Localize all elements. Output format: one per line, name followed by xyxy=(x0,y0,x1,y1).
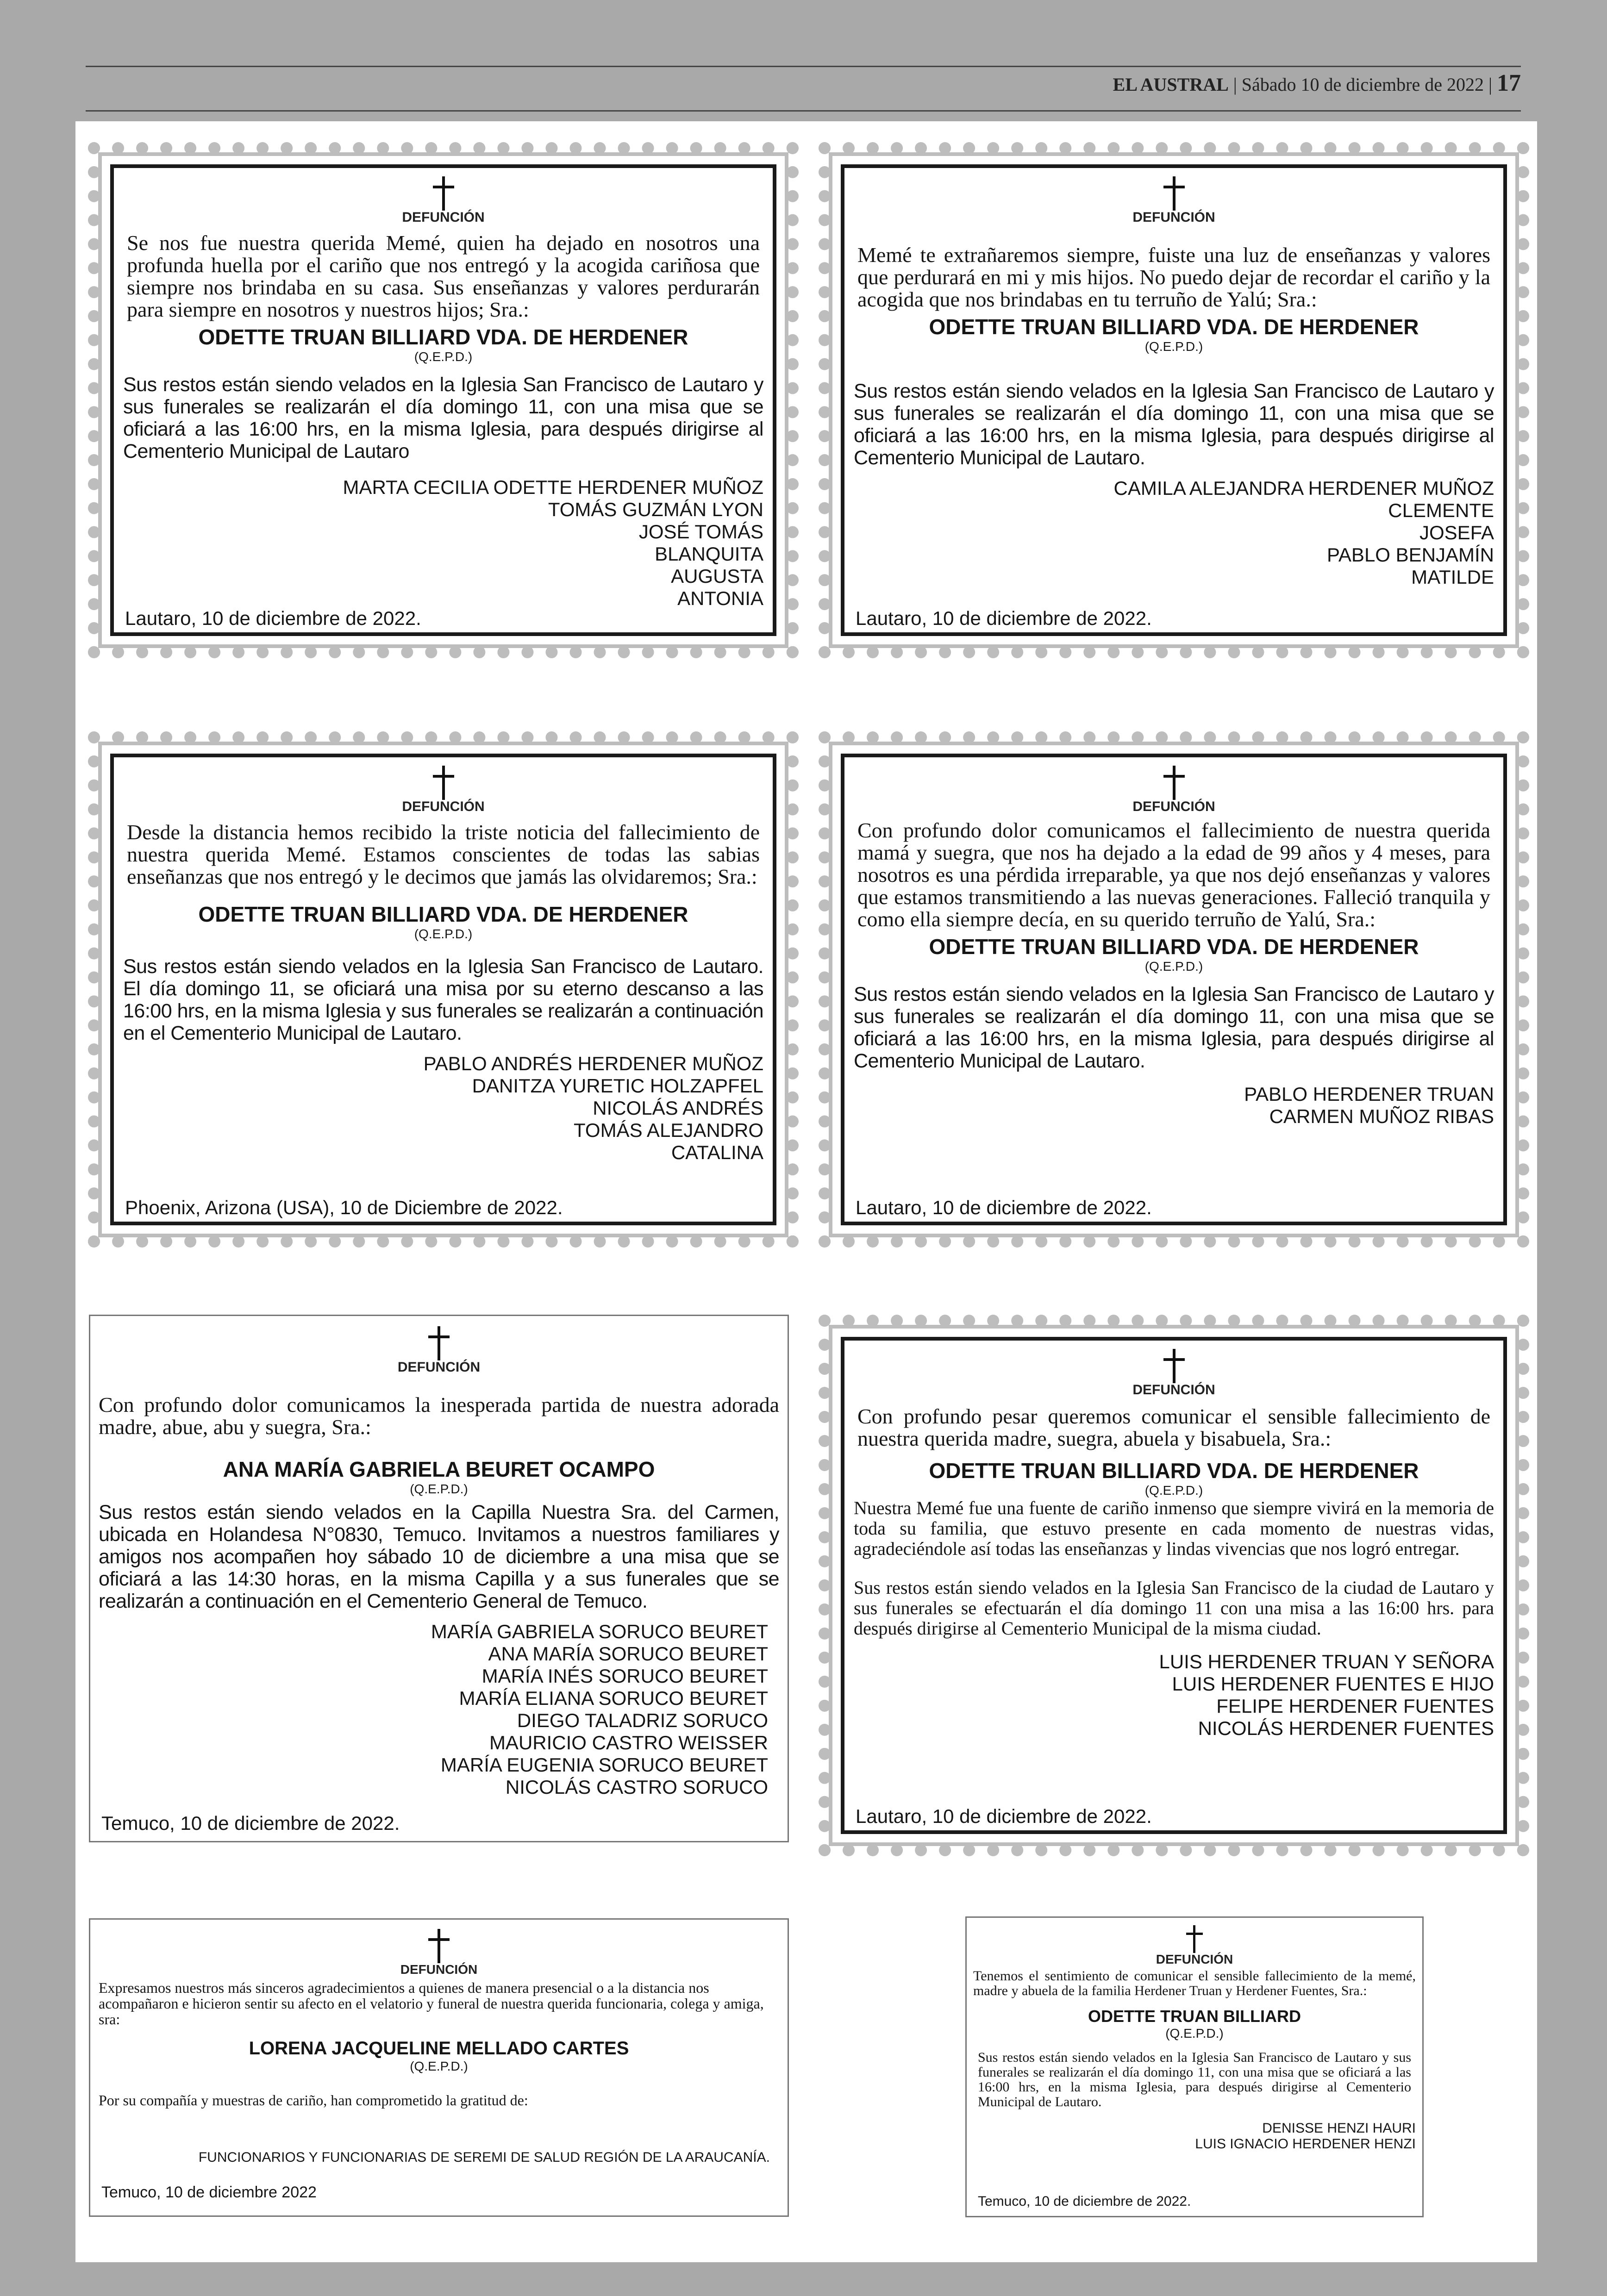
notice-body: Sus restos están siendo velados en la Iglesia San Francisco de Lautaro y sus funerales se realizarán el día domingo 11, con una misa que se oficiará a las 16:00 hrs, en la misma Iglesia, para después dirigirse al Cementerio Municipal de Lautaro. xyxy=(854,983,1494,1072)
cross-icon xyxy=(432,766,455,800)
signers-list xyxy=(854,1651,1494,1740)
cross-icon xyxy=(432,176,455,211)
header-rule-bottom xyxy=(86,110,1521,112)
page-header: EL AUSTRAL | Sábado 10 de diciembre de 2022 | 17 xyxy=(1113,70,1521,96)
signer: LUIS IGNACIO HERDENER HENZI xyxy=(1195,2136,1416,2152)
cross-icon xyxy=(427,1929,450,1963)
signer: PABLO ANDRÉS HERDENER MUÑOZ xyxy=(423,1053,763,1074)
signer: NICOLÁS HERDENER FUENTES xyxy=(1198,1717,1494,1739)
notice-body: Por su compañía y muestras de cariño, han comprometido la gratitud de: xyxy=(99,2092,528,2109)
signers-list xyxy=(854,1083,1494,1128)
deceased-name: ODETTE TRUAN BILLIARD VDA. DE HERDENER xyxy=(929,935,1419,959)
notice-label: DEFUNCIÓN xyxy=(1132,1382,1215,1398)
signer: PABLO BENJAMÍN xyxy=(1327,544,1494,566)
signer: CAMILA ALEJANDRA HERDENER MUÑOZ xyxy=(1113,477,1494,499)
qepd-mark: (Q.E.P.D.) xyxy=(1144,1483,1203,1497)
cross-icon xyxy=(1185,1925,1204,1953)
signer: DANITZA YURETIC HOLZAPFEL xyxy=(472,1075,763,1097)
signer: AUGUSTA xyxy=(671,565,763,587)
signers-list xyxy=(99,1621,768,1798)
notice-intro: Desde la distancia hemos recibido la triste noticia del fallecimiento de nuestra querida Memé. Estamos conscientes de todas las sabias enseñanzas que nos entregó y le decimos que jamás las olvidaremos; Sra.: xyxy=(127,820,760,888)
signer: DENISSE HENZI HAURI xyxy=(1262,2121,1416,2136)
deceased-name: ODETTE TRUAN BILLIARD VDA. DE HERDENER xyxy=(929,315,1419,339)
signer: CARMEN MUÑOZ RIBAS xyxy=(1269,1105,1494,1127)
deceased-name: ODETTE TRUAN BILLIARD xyxy=(1088,2007,1301,2026)
place-date: Phoenix, Arizona (USA), 10 de Diciembre de 2022. xyxy=(125,1197,563,1218)
notice-body: Sus restos están siendo velados en la Capilla Nuestra Sra. del Carmen, ubicada en Holandesa N°0830, Temuco. Invitamos a nuestros familiares y amigos nos acompañen hoy sábado 10 de diciembre a una misa que se oficiará a las 14:30 horas, en la misma Capilla y a sus funerales que se realizarán a continuación en el Cementerio General de Temuco. xyxy=(99,1501,779,1612)
thanks-notice xyxy=(89,1918,789,2217)
signer: FUNCIONARIOS Y FUNCIONARIAS DE SEREMI DE SALUD REGIÓN DE LA ARAUCANÍA. xyxy=(198,2150,770,2165)
notice-intro: Con profundo pesar queremos comunicar el sensible fallecimiento de nuestra querida madre, suegra, abuela y bisabuela, Sra.: xyxy=(857,1404,1490,1450)
qepd-mark: (Q.E.P.D.) xyxy=(1165,2026,1224,2040)
place-date: Temuco, 10 de diciembre de 2022. xyxy=(978,2194,1191,2209)
notice-label: DEFUNCIÓN xyxy=(402,210,485,225)
signer: JOSEFA xyxy=(1419,522,1494,543)
death-notice xyxy=(819,142,1529,658)
death-notice xyxy=(819,731,1529,1248)
place-date: Lautaro, 10 de diciembre de 2022. xyxy=(856,1197,1152,1218)
signer: MARÍA ELIANA SORUCO BEURET xyxy=(459,1687,768,1709)
signer: MATILDE xyxy=(1411,566,1494,588)
cross-icon xyxy=(427,1326,450,1360)
signer: PABLO HERDENER TRUAN xyxy=(1244,1083,1494,1105)
signers-list xyxy=(123,1053,763,1164)
cross-icon xyxy=(1163,1349,1186,1383)
publication-name: EL AUSTRAL xyxy=(1113,74,1229,95)
notice-intro: Tenemos el sentimiento de comunicar el sensible fallecimiento de la memé, madre y abuela de la familia Herdener Truan y Herdener Fuentes, Sra.: xyxy=(973,1968,1416,1998)
notice-body: Sus restos están siendo velados en la Iglesia San Francisco de Lautaro y sus funerales se realizarán el día domingo 11, con una misa que se oficiará a las 16:00 hrs, en la misma Iglesia, para después dirigirse al Cementerio Municipal de Lautaro xyxy=(123,374,763,462)
signer: ANTONIA xyxy=(677,587,763,609)
death-notice xyxy=(88,142,799,658)
notice-label: DEFUNCIÓN xyxy=(402,799,485,814)
signer: TOMÁS GUZMÁN LYON xyxy=(548,499,763,520)
page-sheet xyxy=(75,121,1537,2262)
death-notice xyxy=(965,1916,1424,2217)
signer: BLANQUITA xyxy=(655,543,763,565)
signers-list xyxy=(854,477,1494,588)
signer: MARTA CECILIA ODETTE HERDENER MUÑOZ xyxy=(343,476,763,498)
signer: JOSÉ TOMÁS xyxy=(638,521,763,543)
deceased-name: ODETTE TRUAN BILLIARD VDA. DE HERDENER xyxy=(198,325,688,349)
place-date: Temuco, 10 de diciembre 2022 xyxy=(101,2184,317,2201)
deceased-name: ANA MARÍA GABRIELA BEURET OCAMPO xyxy=(223,1457,655,1481)
place-date: Temuco, 10 de diciembre de 2022. xyxy=(101,1812,400,1834)
signer: MARÍA EUGENIA SORUCO BEURET xyxy=(440,1754,768,1776)
death-notice xyxy=(88,731,799,1248)
place-date: Lautaro, 10 de diciembre de 2022. xyxy=(856,1805,1152,1827)
notice-intro: Expresamos nuestros más sinceros agradecimientos a quienes de manera presencial o a la distancia nos acompañaron e hicieron sentir su afecto en el velatorio y funeral de nuestra querida funcionaria, colega y amiga, sra: xyxy=(99,1979,764,2028)
notice-label: DEFUNCIÓN xyxy=(400,1962,478,1977)
place-date: Lautaro, 10 de diciembre de 2022. xyxy=(125,607,421,629)
signer: CATALINA xyxy=(671,1142,763,1163)
notice-body: Sus restos están siendo velados en la Iglesia San Francisco de Lautaro y sus funerales se realizarán el día domingo 11, con una misa que se oficiará a las 16:00 hrs, en la misma Iglesia, para después dirigirse al Cementerio Municipal de Lautaro. xyxy=(854,380,1494,469)
signers-list xyxy=(123,476,763,610)
notice-label: DEFUNCIÓN xyxy=(397,1360,481,1375)
qepd-mark: (Q.E.P.D.) xyxy=(1144,339,1203,354)
deceased-name: LORENA JACQUELINE MELLADO CARTES xyxy=(249,2038,629,2059)
signer: DIEGO TALADRIZ SORUCO xyxy=(517,1710,768,1731)
signer: NICOLÁS CASTRO SORUCO xyxy=(505,1776,768,1798)
signers-list xyxy=(99,2150,770,2165)
cross-icon xyxy=(1163,766,1186,800)
notice-body: Nuestra Memé fue una fuente de cariño inmenso que siempre vivirá en la memoria de toda su familia, que estuvo presente en cada momento de nuestras vidas, agradeciéndole así todas las enseñanzas y lindas vivencias que nos logró entregar. xyxy=(854,1497,1494,1559)
notice-intro: Con profundo dolor comunicamos el fallecimiento de nuestra querida mamá y suegra, que nos ha dejado a la edad de 99 años y 4 meses, para nosotros es una pérdida irreparable, ya que nos dejó enseñanzas y valores que estamos transmitiendo a las nuevas generaciones. Falleció tranquila y como ella siempre decía, en su querido terruño de Yalú, Sra.: xyxy=(857,818,1490,931)
qepd-mark: (Q.E.P.D.) xyxy=(410,2059,468,2073)
signer: LUIS HERDENER TRUAN Y SEÑORA xyxy=(1159,1651,1494,1672)
issue-date: Sábado 10 de diciembre de 2022 xyxy=(1241,74,1484,95)
qepd-mark: (Q.E.P.D.) xyxy=(414,349,473,364)
signer: MARÍA INÉS SORUCO BEURET xyxy=(481,1665,768,1687)
signer: MAURICIO CASTRO WEISSER xyxy=(489,1732,768,1753)
signers-list xyxy=(973,2121,1416,2152)
qepd-mark: (Q.E.P.D.) xyxy=(414,927,473,941)
header-rule-top xyxy=(86,66,1521,67)
signer: NICOLÁS ANDRÉS xyxy=(593,1097,763,1119)
death-notice xyxy=(819,1315,1529,1856)
signer: ANA MARÍA SORUCO BEURET xyxy=(488,1643,768,1665)
death-notice xyxy=(89,1315,789,1842)
notice-intro: Memé te extrañaremos siempre, fuiste una luz de enseñanzas y valores que perdurará en mi y mis hijos. No puedo dejar de recordar el cariño y la acogida que nos brindabas en tu terruño de Yalú; Sra.: xyxy=(857,243,1490,311)
signer: TOMÁS ALEJANDRO xyxy=(574,1119,763,1141)
notice-intro: Se nos fue nuestra querida Memé, quien ha dejado en nosotros una profunda huella por el cariño que nos entregó y la acogida cariñosa que siempre nos brindaba en su casa. Sus enseñanzas y valores perdurarán para siempre en nosotros y nuestros hijos; Sra.: xyxy=(127,231,760,321)
qepd-mark: (Q.E.P.D.) xyxy=(410,1482,468,1496)
deceased-name: ODETTE TRUAN BILLIARD VDA. DE HERDENER xyxy=(929,1459,1419,1483)
signer: LUIS HERDENER FUENTES E HIJO xyxy=(1172,1673,1494,1695)
notice-label: DEFUNCIÓN xyxy=(1156,1952,1233,1966)
notice-body-2: Sus restos están siendo velados en la Iglesia San Francisco de la ciudad de Lautaro y sus funerales se efectuarán el día domingo 11 con una misa a las 16:00 hrs. para después dirigirse al Cementerio Municipal de la misma ciudad. xyxy=(854,1577,1494,1639)
signer: FELIPE HERDENER FUENTES xyxy=(1216,1695,1494,1717)
signer: MARÍA GABRIELA SORUCO BEURET xyxy=(431,1621,768,1642)
signer: CLEMENTE xyxy=(1388,499,1494,521)
cross-icon xyxy=(1163,176,1186,211)
deceased-name: ODETTE TRUAN BILLIARD VDA. DE HERDENER xyxy=(198,902,688,926)
notice-label: DEFUNCIÓN xyxy=(1132,210,1215,225)
place-date: Lautaro, 10 de diciembre de 2022. xyxy=(856,607,1152,629)
notice-intro: Con profundo dolor comunicamos la inesperada partida de nuestra adorada madre, abue, abu y suegra, Sra.: xyxy=(99,1393,779,1439)
notice-body: Sus restos están siendo velados en la Iglesia San Francisco de Lautaro y sus funerales se realizarán el día domingo 11, con una misa que se oficiará a las 16:00 hrs, en la misma Iglesia, para después dirigirse al Cementerio Municipal de Lautaro. xyxy=(978,2050,1411,2109)
notice-body: Sus restos están siendo velados en la Iglesia San Francisco de Lautaro. El día domingo 11, se oficiará una misa por su eterno descanso a las 16:00 hrs, en la misma Iglesia y sus funerales se realizarán a continuación en el Cementerio Municipal de Lautaro. xyxy=(123,955,763,1044)
page-number: 17 xyxy=(1497,70,1521,96)
notice-label: DEFUNCIÓN xyxy=(1132,799,1215,814)
qepd-mark: (Q.E.P.D.) xyxy=(1144,959,1203,973)
